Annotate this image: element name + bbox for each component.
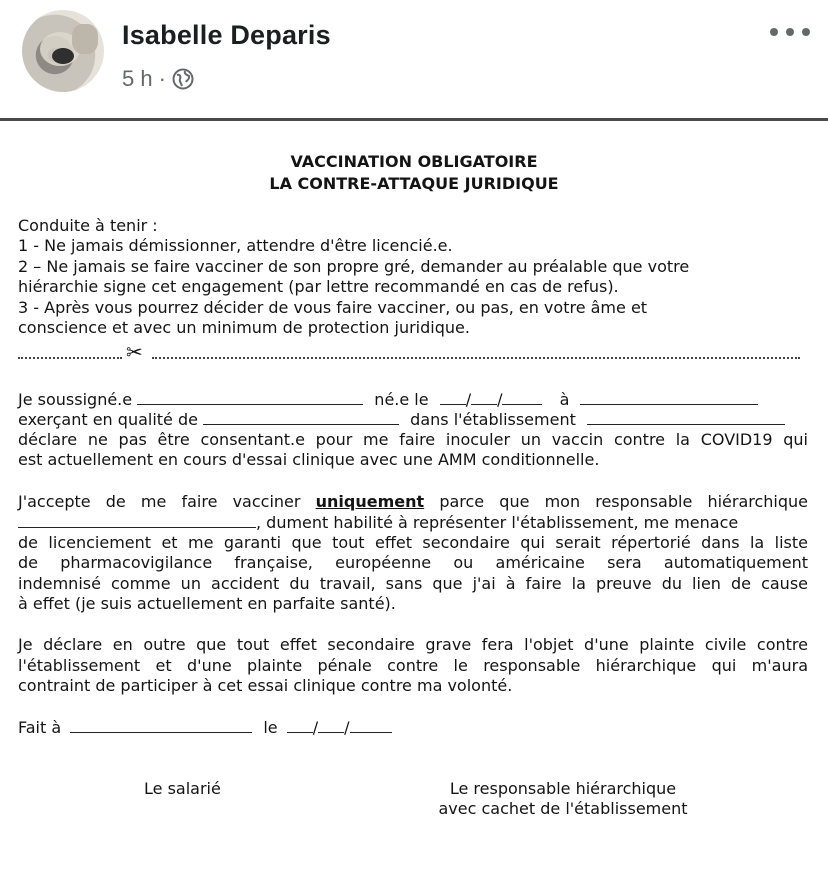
working-as-label: exerçant en qualité de: [18, 410, 198, 429]
done-at-line: Fait à le / /: [18, 718, 392, 737]
cut-line: [18, 340, 800, 364]
image-top-border: [0, 118, 828, 121]
avatar[interactable]: [22, 10, 104, 92]
p3-line1: Je déclare en outre que tout effet secondaire grave fera l'objet d'une plainte civile contre: [18, 635, 808, 654]
p1-line4: est actuellement en cours d'essai clinique avec une AMM conditionnelle.: [18, 450, 600, 469]
establishment-label: dans l'établissement: [410, 410, 576, 429]
post-header: [0, 0, 828, 116]
p2-line5: indemnisé comme un accident du travail, sans que j'ai à faire la preuve du lien de cause: [18, 574, 808, 593]
conduct-item-3a: 3 - Après vous pourrez décider de vous faire vacciner, ou pas, en votre âme et: [18, 298, 648, 317]
form-line-2: [18, 410, 785, 429]
emphasis-uniquement: uniquement: [315, 492, 425, 511]
post-time[interactable]: 5 h: [122, 66, 153, 91]
author-name[interactable]: Isabelle Deparis: [122, 20, 331, 50]
name-blank: [137, 390, 363, 405]
place-blank: [580, 390, 758, 405]
signature-employee: Le salarié: [144, 779, 221, 798]
p3-line3: contraint de participer à cet essai clinique contre ma volonté.: [18, 676, 513, 695]
conduct-item-1: 1 - Ne jamais démissionner, attendre d'être licencié.e.: [18, 236, 453, 255]
scissors-icon: ✂: [126, 340, 143, 364]
globe-icon[interactable]: [172, 68, 194, 90]
signature-manager-2: avec cachet de l'établissement: [438, 799, 688, 818]
conduct-heading: Conduite à tenir :: [18, 216, 158, 235]
p1-line3: déclare ne pas être consentant.e pour me faire inoculer un vaccin contre la COVID19 qui: [18, 430, 808, 449]
more-options-button[interactable]: [770, 22, 810, 42]
p2-line2: , dument habilité à représenter l'établissement, me menace: [18, 513, 738, 532]
form-line-1: Je soussigné.e né.e le / / à: [18, 390, 758, 409]
meta-separator: ·: [158, 66, 166, 91]
conduct-item-2b: hiérarchie signe cet engagement (par lettre recommandé en cas de refus).: [18, 277, 619, 296]
city-blank: [70, 718, 252, 733]
post-image-document[interactable]: [0, 122, 828, 878]
manager-blank: [18, 513, 256, 528]
conduct-item-3b: conscience et avec un minimum de protection juridique.: [18, 318, 470, 337]
doc-title-line2: LA CONTRE-ATTAQUE JURIDIQUE: [269, 174, 559, 193]
p2-line3: de licenciement et me garanti que tout effet secondaire qui serait répertorié dans la liste: [18, 533, 808, 552]
signature-manager-1: Le responsable hiérarchique: [449, 779, 677, 798]
undersigned-label: Je soussigné.e: [18, 390, 133, 409]
doc-title-line1: VACCINATION OBLIGATOIRE: [290, 152, 538, 171]
p2-line6: à effet (je suis actuellement en parfaite santé).: [18, 594, 396, 613]
p2-line1: J'accepte de me faire vacciner uniquement parce que mon responsable hiérarchique: [18, 492, 809, 511]
position-blank: [203, 410, 399, 425]
p3-line2: l'établissement et d'une plainte pénale contre le responsable hiérarchique qui m'aura: [18, 656, 808, 675]
at-label: à: [559, 390, 570, 409]
establishment-blank: [587, 410, 785, 425]
born-label: né.e le: [374, 390, 429, 409]
p2-line4: de pharmacovigilance française, européenne ou américaine sera automatiquement: [18, 553, 808, 572]
post-meta: [122, 66, 194, 92]
conduct-item-2a: 2 – Ne jamais se faire vacciner de son propre gré, demander au préalable que votre: [18, 257, 690, 276]
more-horizontal-icon: [770, 28, 778, 36]
